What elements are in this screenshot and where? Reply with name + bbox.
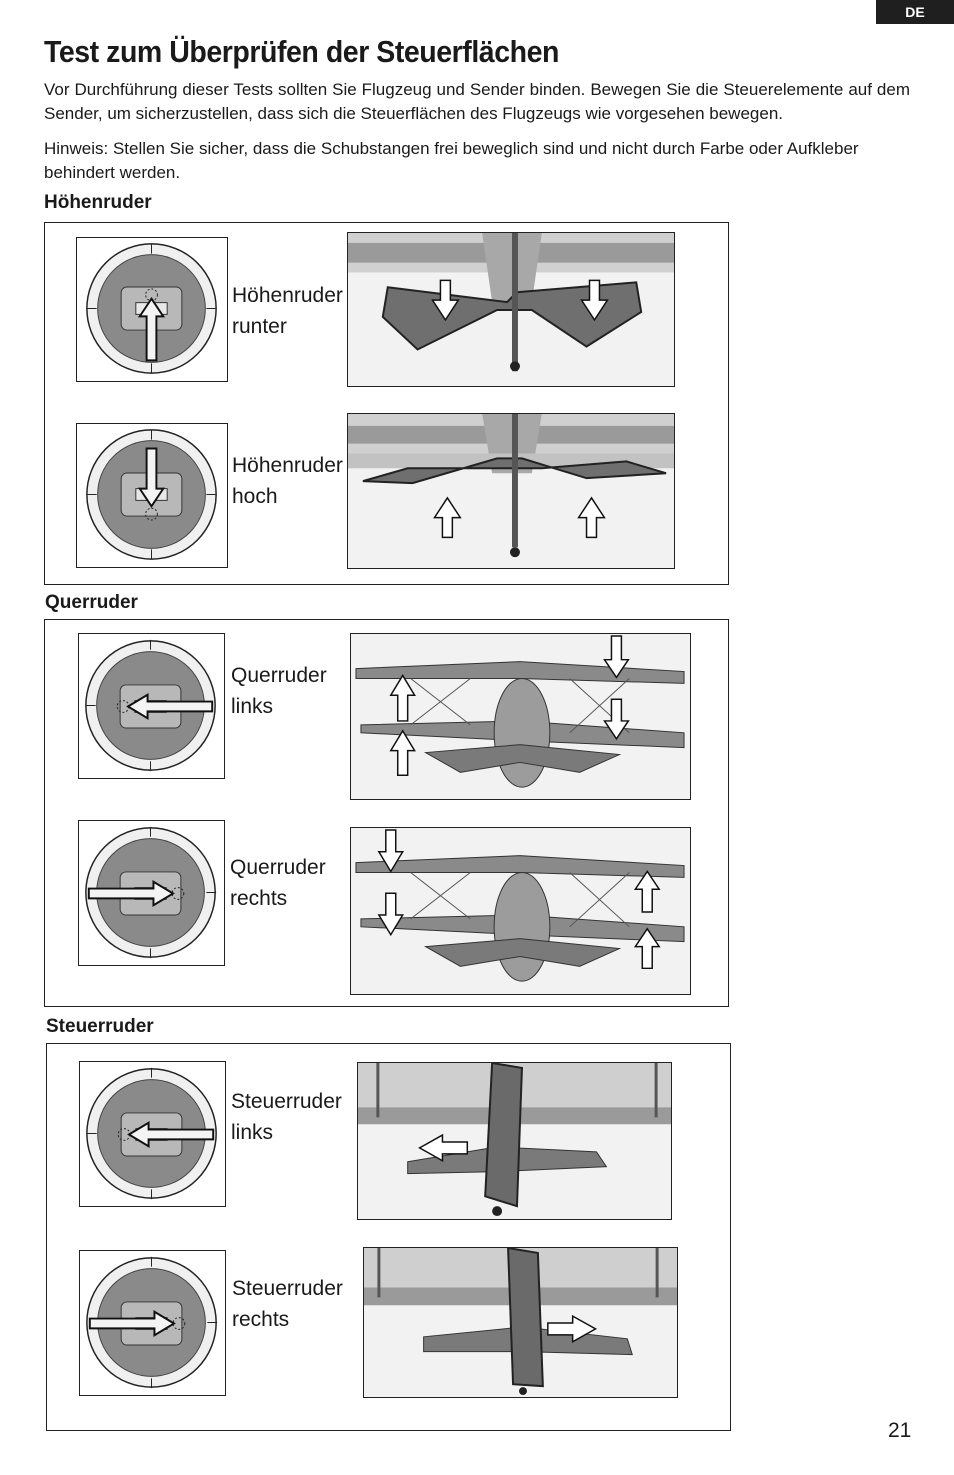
label-rudder-left: Steuerruder links: [231, 1090, 342, 1144]
stick-diagram-elevator-up: [76, 423, 228, 568]
photo-aileron-right: [350, 827, 691, 995]
intro-paragraph: Vor Durchführung dieser Tests sollten Sie Flugzeug und Sender binden. Bewegen Sie die Steuerelemente auf dem Sender, um sicherzustellen, dass sich die Steuerflächen des Flugzeugs wie vorgesehen bewegen.: [44, 80, 910, 123]
section-title-elevator: Höhenruder: [44, 192, 152, 213]
photo-aileron-left: [350, 633, 691, 800]
page-number: 21: [888, 1419, 912, 1442]
note-paragraph: Hinweis: Stellen Sie sicher, dass die Schubstangen frei beweglich sind und nicht durch Farbe oder Aufkleber behindert werden.: [44, 139, 859, 182]
language-tab: DE: [876, 0, 954, 24]
photo-elevator-up: [347, 413, 675, 569]
photo-rudder-left: [357, 1062, 672, 1220]
page-title: Test zum Überprüfen der Steuerflächen: [44, 34, 559, 69]
section-title-rudder: Steuerruder: [46, 1016, 154, 1037]
stick-diagram-aileron-left: [78, 633, 225, 779]
stick-diagram-elevator-down: [76, 237, 228, 382]
photo-elevator-down: [347, 232, 675, 387]
label-aileron-right: Querruder rechts: [230, 856, 326, 910]
label-elevator-down: Höhenruder runter: [232, 284, 343, 338]
label-rudder-right: Steuerruder rechts: [232, 1277, 343, 1331]
stick-diagram-aileron-right: [78, 820, 225, 966]
stick-diagram-rudder-left: [79, 1061, 226, 1207]
label-elevator-up: Höhenruder hoch: [232, 454, 343, 508]
section-title-aileron: Querruder: [45, 592, 138, 613]
stick-diagram-rudder-right: [79, 1250, 226, 1396]
photo-rudder-right: [363, 1247, 678, 1398]
label-aileron-left: Querruder links: [231, 664, 327, 718]
